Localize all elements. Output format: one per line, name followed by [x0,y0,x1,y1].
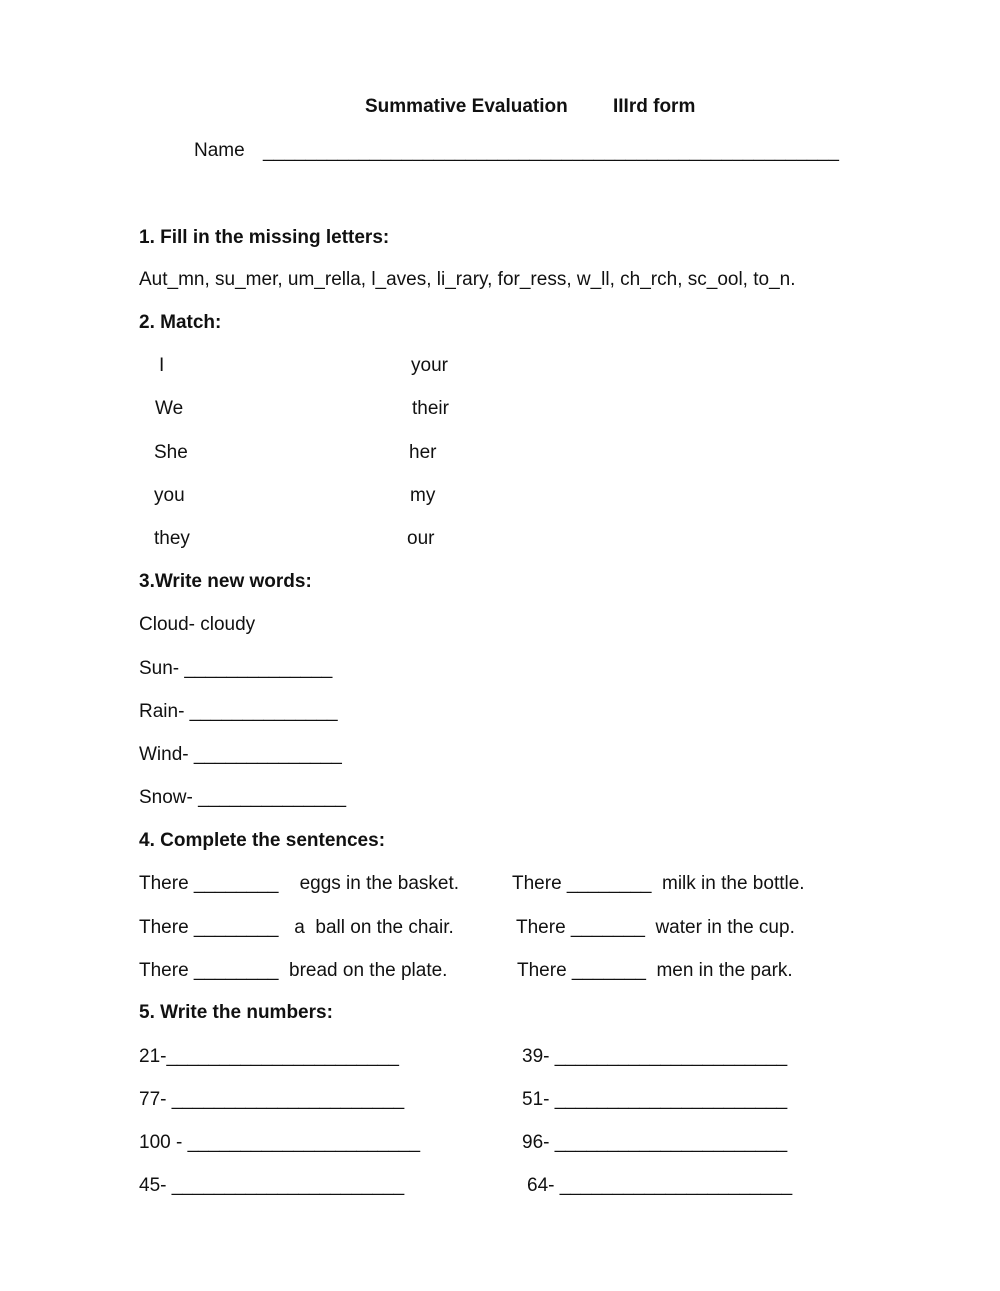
sentence-item: There ________ eggs in the basket. [139,873,460,894]
match-left-item: She [154,442,188,463]
section5-heading: 5. Write the numbers: [139,1002,333,1023]
sentence-item: There ________ bread on the plate. [139,960,448,981]
section1-heading: 1. Fill in the missing letters: [139,227,390,248]
match-left-item: We [155,398,184,419]
match-left-item: I [159,355,165,376]
match-right-item: their [412,398,449,419]
sentence-item: There ________ milk in the bottle. [512,873,805,894]
number-item: 100 - ______________________ [139,1132,421,1153]
word-item: Wind- ______________ [139,744,342,765]
match-right-item: her [409,442,437,463]
match-right-item: my [410,485,436,506]
section1-text: Aut_mn, su_mer, um_rella, l_aves, li_rary, for_ress, w_ll, ch_rch, sc_ool, to_n. [139,269,796,290]
name-label: Name [194,140,245,161]
number-item: 51- ______________________ [522,1089,788,1110]
sentence-item: There _______ men in the park. [517,960,793,981]
form-label: IIIrd form [613,96,696,117]
page-title: Summative Evaluation [365,96,568,117]
number-item: 39- ______________________ [522,1046,788,1067]
match-left-item: they [154,528,190,549]
word-item: Sun- ______________ [139,658,333,679]
section4-heading: 4. Complete the sentences: [139,830,386,851]
match-right-item: your [411,355,448,376]
number-item: 77- ______________________ [139,1089,405,1110]
number-item: 21-______________________ [139,1046,399,1067]
section3-heading: 3.Write new words: [139,571,312,592]
number-item: 45- ______________________ [139,1175,405,1196]
match-left-item: you [154,485,185,506]
word-item: Rain- ______________ [139,701,338,722]
section3-example: Cloud- cloudy [139,614,256,635]
number-item: 96- ______________________ [522,1132,788,1153]
name-line: ______________________________________________________ [263,141,840,162]
sentence-item: There _______ water in the cup. [516,917,795,938]
section2-heading: 2. Match: [139,312,222,333]
match-right-item: our [407,528,435,549]
sentence-item: There ________ a ball on the chair. [139,917,454,938]
number-item: 64- ______________________ [527,1175,793,1196]
word-item: Snow- ______________ [139,787,347,808]
